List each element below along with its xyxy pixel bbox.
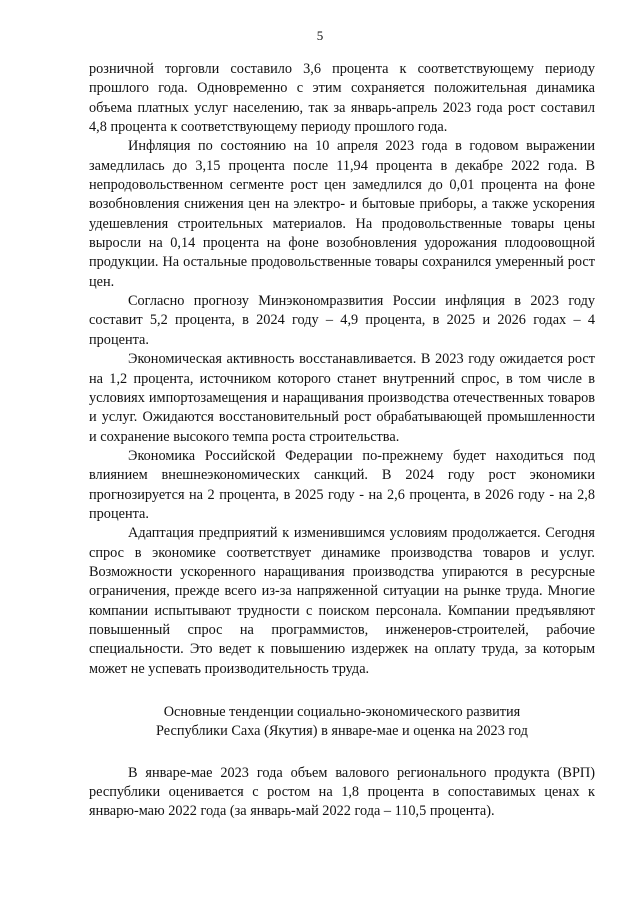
paragraph-sanctions: Экономика Российской Федерации по-прежнему будет находиться под влиянием внешнеэкономических санкций. В 2024 году рост экономики прогнозируется на 2 процента, в 2025 году - на 2,6 процента, в 2026 году - на 2,8 процента. — [89, 447, 595, 522]
paragraph-retail-continuation: розничной торговли составило 3,6 процента к соответствующему периоду прошлого года. Одновременно с этим сохраняется положительная динамика объема платных услуг населению, так за январь-апрель 2023 года рост составил 4,8 процента к соответствующему периоду прошлого года. — [89, 61, 595, 136]
paragraph-inflation: Инфляция по состоянию на 10 апреля 2023 года в годовом выражении замедлилась до 3,15 процента после 11,94 процента в декабре 2022 года. В непродовольственном сегменте рост цен замедлился до 0,01 процента на фоне возобновления снижения цен на электро- и бытовые приборы, а также ускорения удешевления строительных материалов. На продовольственные товары цены выросли на 0,14 процента на фоне возобновления удорожания плодоовощной продукции. На остальные продовольственные товары сохранился умеренный рост цен. — [89, 138, 595, 290]
section-heading-line-2: Республики Саха (Якутия) в январе-мае и оценка на 2023 год — [156, 723, 528, 740]
document-body — [89, 60, 595, 822]
page-number: 5 — [316, 28, 324, 43]
section-heading-line-1: Основные тенденции социально-экономического развития — [163, 704, 521, 720]
paragraph-economic-activity: Экономическая активность восстанавливается. В 2023 году ожидается рост на 1,2 процента, источником которого станет внутренний спрос, в том числе в условиях импортозамещения и наращивания производства отечественных товаров и услуг. Ожидаются восстановительный рост обрабатывающей промышленности и сохранение высокого темпа роста строительства. — [89, 351, 595, 445]
section-heading — [89, 703, 595, 742]
paragraph-inflation-forecast: Согласно прогнозу Минэкономразвития России инфляция в 2023 году составит 5,2 процента, в 2024 году – 4,9 процента, в 2025 и 2026 годах – 4 процента. — [89, 293, 595, 348]
paragraph-adaptation: Адаптация предприятий к изменившимся условиям продолжается. Сегодня спрос в экономике соответствует динамике производства товаров и услуг. Возможности ускоренного наращивания производства упираются в ресурсные ограничения, прежде всего из-за напряженной ситуации на рынке труда. Многие компании испытывают трудности с поиском персонала. Компании предъявляют повышенный спрос на программистов, инженеров-строителей, рабочие специальности. Это ведет к повышению издержек на оплату труда, за которым может не успевать производительность труда. — [89, 525, 595, 677]
paragraph-grp: В январе-мае 2023 года объем валового регионального продукта (ВРП) республики оценивается с ростом на 1,8 процента в сопоставимых ценах к январю-маю 2022 года (за январь-май 2022 года – 110,5 процента). — [89, 764, 595, 820]
